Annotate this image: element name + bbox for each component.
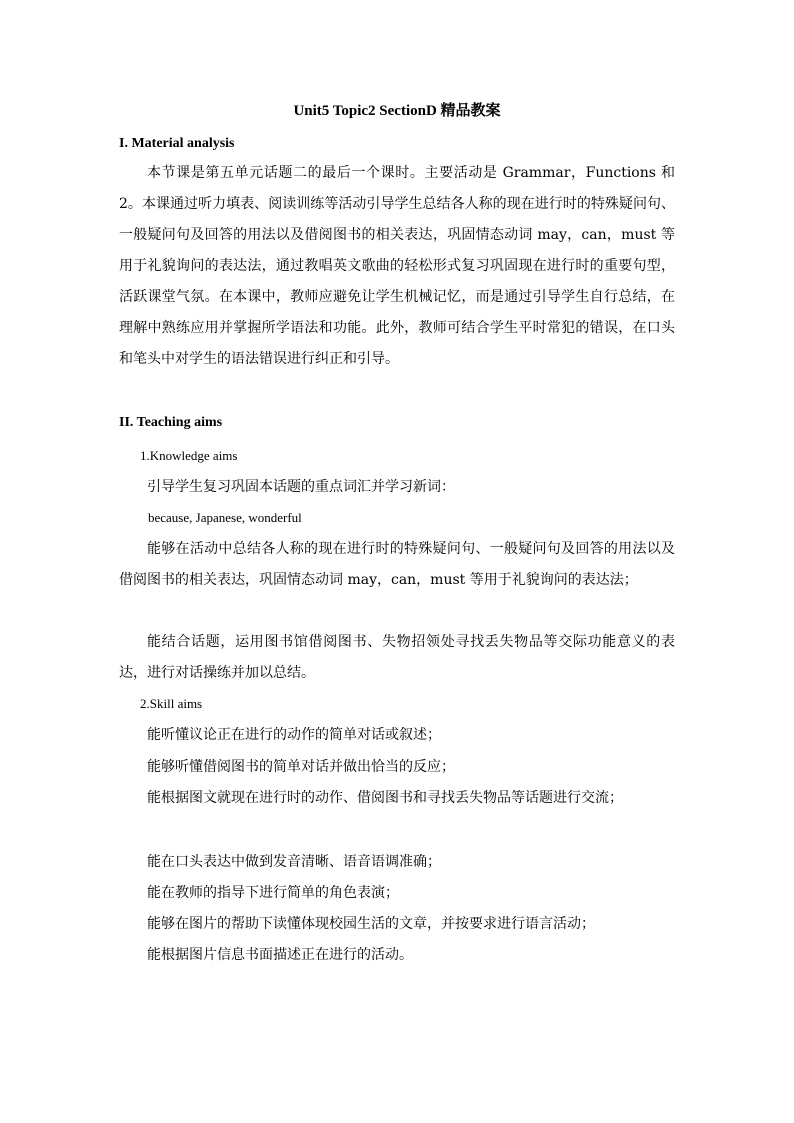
document-title: Unit5 Topic2 SectionD 精品教案: [293, 103, 501, 119]
skill-item-1: 能听懂议论正在进行的动作的简单对话或叙述；: [147, 727, 441, 743]
skill-aims-label: 2.Skill aims: [140, 696, 203, 711]
knowledge-paragraph-2: 能结合话题，运用图书馆借阅图书、失物招领处寻找丢失物品等交际功能意义的表达，进行对话操练并加以总结。: [119, 634, 675, 681]
skill-item-2: 能够听懂借阅图书的简单对话并做出恰当的反应；: [147, 759, 455, 775]
skill-item-5: 能够在图片的帮助下读懂体现校园生活的文章，并按要求进行语言活动；: [147, 916, 595, 932]
section-heading-material-analysis: I. Material analysis: [119, 136, 235, 151]
section-heading-teaching-aims: II. Teaching aims: [119, 415, 223, 430]
material-analysis-paragraph: 本节课是第五单元话题二的最后一个课时。主要活动是 Grammar，Functions 和 2。本课通过听力填表、阅读训练等活动引导学生总结各人称的现在进行时的特殊疑问句、一般疑问句及回答的用法以及借阅图书的相关表达，巩固情态动词 may，can，must 等用于礼貌询问的表达法，通过教唱英文歌曲的轻松形式复习巩固现在进行时的重要句型，活跃课堂气氛。在本课中，教师应避免让学生机械记忆，而是通过引导学生自行总结，在理解中熟练应用并掌握所学语法和功能。此外，教师可结合学生平时常犯的错误，在口头和笔头中对学生的语法错误进行纠正和引导。: [119, 165, 675, 367]
skill-item-6: 能根据图片信息书面描述正在进行的活动。: [147, 947, 413, 963]
knowledge-aims-label: 1.Knowledge aims: [140, 448, 238, 463]
knowledge-paragraph-1: 能够在活动中总结各人称的现在进行时的特殊疑问句、一般疑问句及回答的用法以及借阅图书的相关表达，巩固情态动词 may，can，must 等用于礼貌询问的表达法；: [119, 541, 675, 588]
new-words: because, Japanese, wonderful: [148, 510, 302, 525]
skill-item-3: 能在口头表达中做到发音清晰、语音语调准确；: [147, 854, 441, 870]
skill-paragraph-3: 能根据图文就现在进行时的动作、借阅图书和寻找丢失物品等话题进行交流；: [147, 790, 623, 806]
skill-item-4: 能在教师的指导下进行简单的角色表演；: [147, 885, 399, 901]
knowledge-intro: 引导学生复习巩固本话题的重点词汇并学习新词：: [147, 479, 455, 495]
